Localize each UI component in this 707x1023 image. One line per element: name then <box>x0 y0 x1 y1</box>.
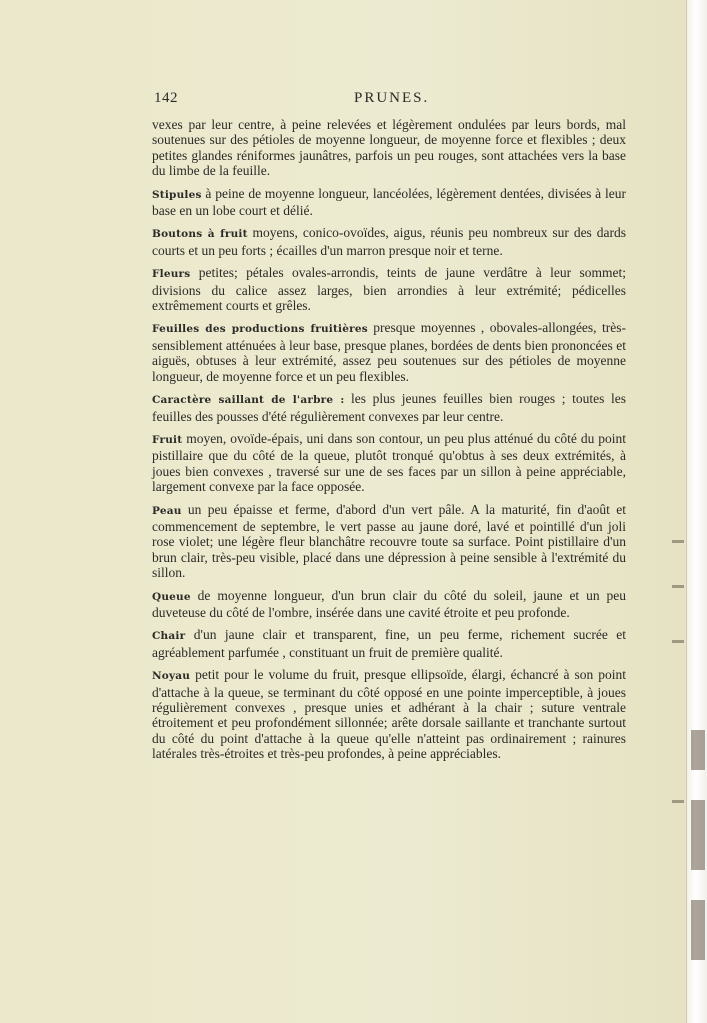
paragraph-fleurs <box>152 265 626 313</box>
paragraph-heading: Chair <box>152 630 186 643</box>
paragraph-text: de moyenne longueur, d'un brun clair du côté du soleil, jaune et un peu duveteuse du côté de l'ombre, insérée dans une cavité étroite et peu profonde. <box>152 587 626 620</box>
paragraph-heading: Peau <box>152 504 182 517</box>
paragraph-text: vexes par leur centre, à peine relevées et légèrement ondulées par leurs bords, mal soutenues sur des pétioles de moyenne longueur, de moyenne force et flexibles ; deux petites glandes réniformes jaunâtres, parfois un peu rouges, sont attachées vers la base du limbe de la feuille. <box>152 117 626 179</box>
paragraph-queue <box>152 588 626 621</box>
paragraph-text: d'un jaune clair et transparent, fine, un peu ferme, richement sucrée et agréablement parfumée , constituant un fruit de première qualité. <box>152 627 626 660</box>
paragraph-boutons <box>152 225 626 258</box>
paragraph-text: petites; pétales ovales-arrondis, teints de jaune verdâtre à leur sommet; divisions du calice assez larges, bien arrondies à leur extrémité; pédicelles extrêmement courts et grêles. <box>152 265 626 314</box>
paragraph-text: les plus jeunes feuilles bien rouges ; toutes les feuilles des pousses d'été régulièrement convexes par leur centre. <box>152 391 626 424</box>
adjacent-page-edge <box>686 0 707 1023</box>
paragraph-heading: Stipules <box>152 188 202 201</box>
edge-print-mark <box>691 800 705 870</box>
bleed-through-mark <box>672 585 684 588</box>
paragraph-text: petit pour le volume du fruit, presque ellipsoïde, élargi, échancré à son point d'attache à la queue, se terminant du côté opposé en une pointe imperceptible, à joues régulièrement convexes , presque unies et adhérant à la chair ; suture ventrale étroitement et peu profondément sillonnée; arête dorsale saillante et tranchante surtout du côté du point d'attache à la queue qu'elle n'atteint pas ordinairement ; rainures latérales très-étroites et très-peu profondes, à peine appréciables. <box>152 667 626 762</box>
page-header <box>154 90 626 108</box>
paragraph-text: moyen, ovoïde-épais, uni dans son contour, un peu plus atténué du côté du point pistillaire que du côté de la queue, plutôt tronqué qu'obtus à ses deux extrémités, à joues bien convexes , traversé sur une de ses faces par un sillon à peine appréciable, largement convexe par la face opposée. <box>152 430 626 495</box>
paragraph-fruit <box>152 431 626 495</box>
paragraph-heading: Noyau <box>152 670 191 683</box>
edge-print-mark <box>691 900 705 960</box>
paragraph-text: à peine de moyenne longueur, lancéolées, légèrement dentées, divisées à leur base en un lobe court et délié. <box>152 185 626 219</box>
paragraph-heading: Feuilles des productions fruitières <box>152 323 368 336</box>
bleed-through-mark <box>672 540 684 543</box>
body-text <box>152 117 626 769</box>
paragraph-stipules <box>152 186 626 219</box>
paragraph-heading: Boutons à fruit <box>152 228 248 241</box>
running-title: PRUNES. <box>354 90 430 106</box>
paragraph-heading: Fruit <box>152 433 183 446</box>
bleed-through-mark <box>672 640 684 643</box>
paragraph-chair <box>152 627 626 660</box>
paragraph-peau <box>152 502 626 581</box>
edge-print-mark <box>691 730 705 770</box>
paragraph-feuilles <box>152 320 626 384</box>
paragraph-caractere <box>152 391 626 424</box>
paragraph-heading: Caractère saillant de l'arbre : <box>152 394 345 407</box>
paragraph-text: un peu épaisse et ferme, d'abord d'un vert pâle. A la maturité, fin d'août et commencement de septembre, le vert passe au jaune doré, lavé et pointillé d'un joli rose violet; une légère fleur blanchâtre recouvre toute sa surface. Point pistillaire d'un brun clair, très-peu visible, placé dans une dépression à peine sensible à l'extrémité du sillon. <box>152 501 626 581</box>
paragraph-heading: Queue <box>152 590 191 603</box>
bleed-through-mark <box>672 800 684 803</box>
paragraph-text: moyens, conico-ovoïdes, aigus, réunis peu nombreux sur des dards courts et un peu forts ; écailles d'un marron presque noir et terne. <box>152 225 626 258</box>
paragraph-text: presque moyennes , obovales-allongées, très-sensiblement atténuées à leur base, presque planes, bordées de dents bien prononcées et aiguës, obtuses à leur extrémité, assez peu soutenues sur des pétioles de moyenne longueur, de moyenne force et un peu flexibles. <box>152 320 626 384</box>
page-number: 142 <box>154 90 178 106</box>
paragraph-leaves-continued <box>152 117 626 179</box>
paragraph-noyau <box>152 667 626 761</box>
paragraph-heading: Fleurs <box>152 268 191 281</box>
